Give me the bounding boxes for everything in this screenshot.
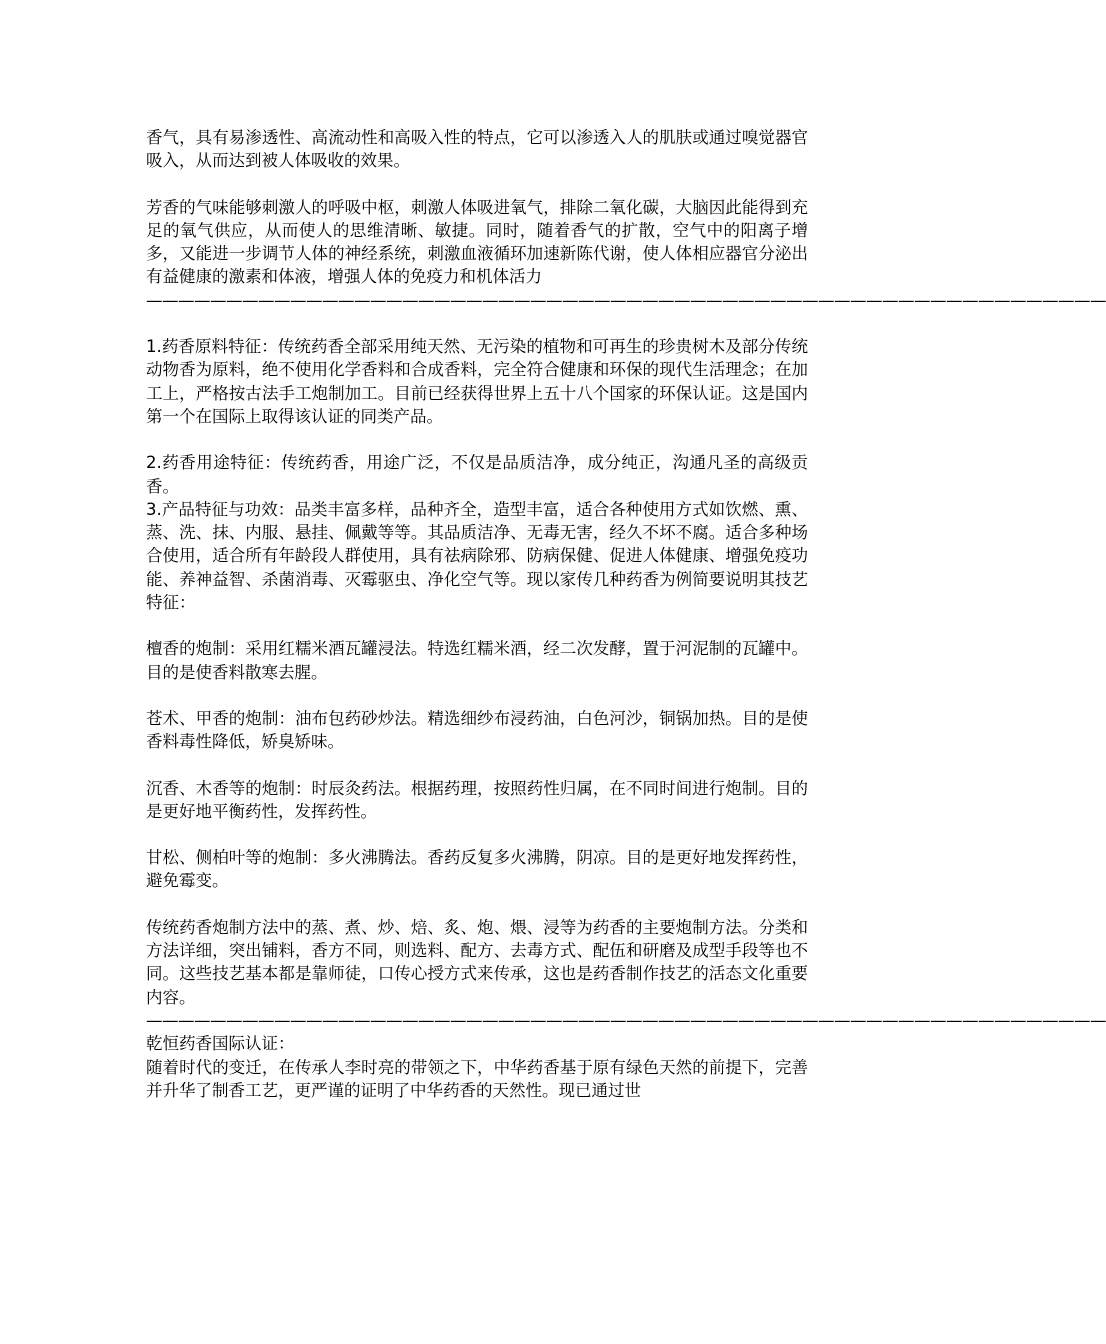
paragraph-nardostachys-processing: 甘松、侧柏叶等的炮制：多火沸腾法。香药反复多火沸腾，阴凉。目的是更好地发挥药性，避免霉变。 bbox=[146, 848, 808, 891]
paragraph-processing-methods: 传统药香炮制方法中的蒸、煮、炒、焙、炙、炮、煨、浸等为药香的主要炮制方法。分类和方法详细，突出铺料，香方不同，则选料、配方、去毒方式、配伍和研磨及成型手段等也不同。这些技艺基本都是靠师徒，口传心授方式来传承，这也是药香制作技艺的活态文化重要内容。 bbox=[146, 917, 808, 1007]
paragraph-fragrance-absorption: 香气，具有易渗透性、高流动性和高吸入性的特点，它可以渗透入人的肌肤或通过嗅觉器官吸入，从而达到被人体吸收的效果。 bbox=[146, 128, 808, 171]
paragraph-gap bbox=[146, 823, 808, 846]
paragraph-fragrance-effects: 芳香的气味能够刺激人的呼吸中枢，刺激人体吸进氧气，排除二氧化碳，大脑因此能得到充足的氧气供应，从而使人的思维清晰、敏捷。同时，随着香气的扩散，空气中的阳离子增多，又能进一步调节人体的神经系统，刺激血液循环加速新陈代谢，使人体相应器官分泌出有益健康的激素和体液，增强人体的免疫力和机体活力 bbox=[146, 197, 808, 287]
separator-rule: ———————————————————————————————————————————————————————————— bbox=[146, 1010, 1106, 1030]
paragraph-gap bbox=[146, 893, 808, 916]
paragraph-gap bbox=[146, 684, 808, 707]
paragraph-gap bbox=[146, 173, 808, 196]
paragraph-atractylodes-processing: 苍术、甲香的炮制：油布包药砂炒法。精选细纱布浸药油，白色河沙，铜锅加热。目的是使香料毒性降低，矫臭矫味。 bbox=[146, 708, 808, 752]
paragraph-gap bbox=[146, 312, 808, 335]
separator-rule: ———————————————————————————————————————————————————————————— bbox=[146, 290, 1106, 310]
paragraph-gap bbox=[146, 428, 808, 451]
paragraph-raw-material-features: 1.药香原料特征：传统药香全部采用纯天然、无污染的植物和可再生的珍贵树木及部分传统动物香为原料，绝不使用化学香料和合成香料，完全符合健康和环保的现代生活理念；在加工上，严格按古法手工炮制加工。目前已经获得世界上五十八个国家的环保认证。这是国内第一个在国际上取得该认证的同类产品。 bbox=[146, 337, 808, 426]
paragraph-sandalwood-processing: 檀香的炮制：采用红糯米酒瓦罐浸法。特选红糯米酒，经二次发酵，置于河泥制的瓦罐中。目的是使香料散寒去腥。 bbox=[146, 639, 808, 682]
paragraph-usage-features: 2.药香用途特征：传统药香，用途广泛，不仅是品质洁净，成分纯正，沟通凡圣的高级贡香。 bbox=[146, 453, 808, 496]
paragraph-gap bbox=[146, 754, 808, 777]
section-heading-certification: 乾恒药香国际认证： bbox=[146, 1034, 295, 1054]
paragraph-certification: 随着时代的变迁，在传承人李时亮的带领之下，中华药香基于原有绿色天然的前提下，完善并升华了制香工艺，更严谨的证明了中华药香的天然性。现已通过世 bbox=[146, 1057, 808, 1100]
paragraph-agarwood-processing: 沉香、木香等的炮制：时辰灸药法。根据药理，按照药性归属，在不同时间进行炮制。目的是更好地平衡药性，发挥药性。 bbox=[146, 778, 808, 821]
paragraph-gap bbox=[146, 614, 808, 637]
paragraph-product-features: 3.产品特征与功效：品类丰富多样，品种齐全，造型丰富，适合各种使用方式如饮燃、熏、蒸、洗、抹、内服、悬挂、佩戴等等。其品质洁净、无毒无害，经久不坏不腐。适合多种场合使用，适合所有年龄段人群使用，具有祛病除邪、防病保健、促进人体健康、增强免疫功能、养神益智、杀菌消毒、灭霉驱虫、净化空气等。现以家传几种药香为例简要说明其技艺特征： bbox=[146, 499, 808, 613]
document-body bbox=[146, 126, 1106, 1102]
